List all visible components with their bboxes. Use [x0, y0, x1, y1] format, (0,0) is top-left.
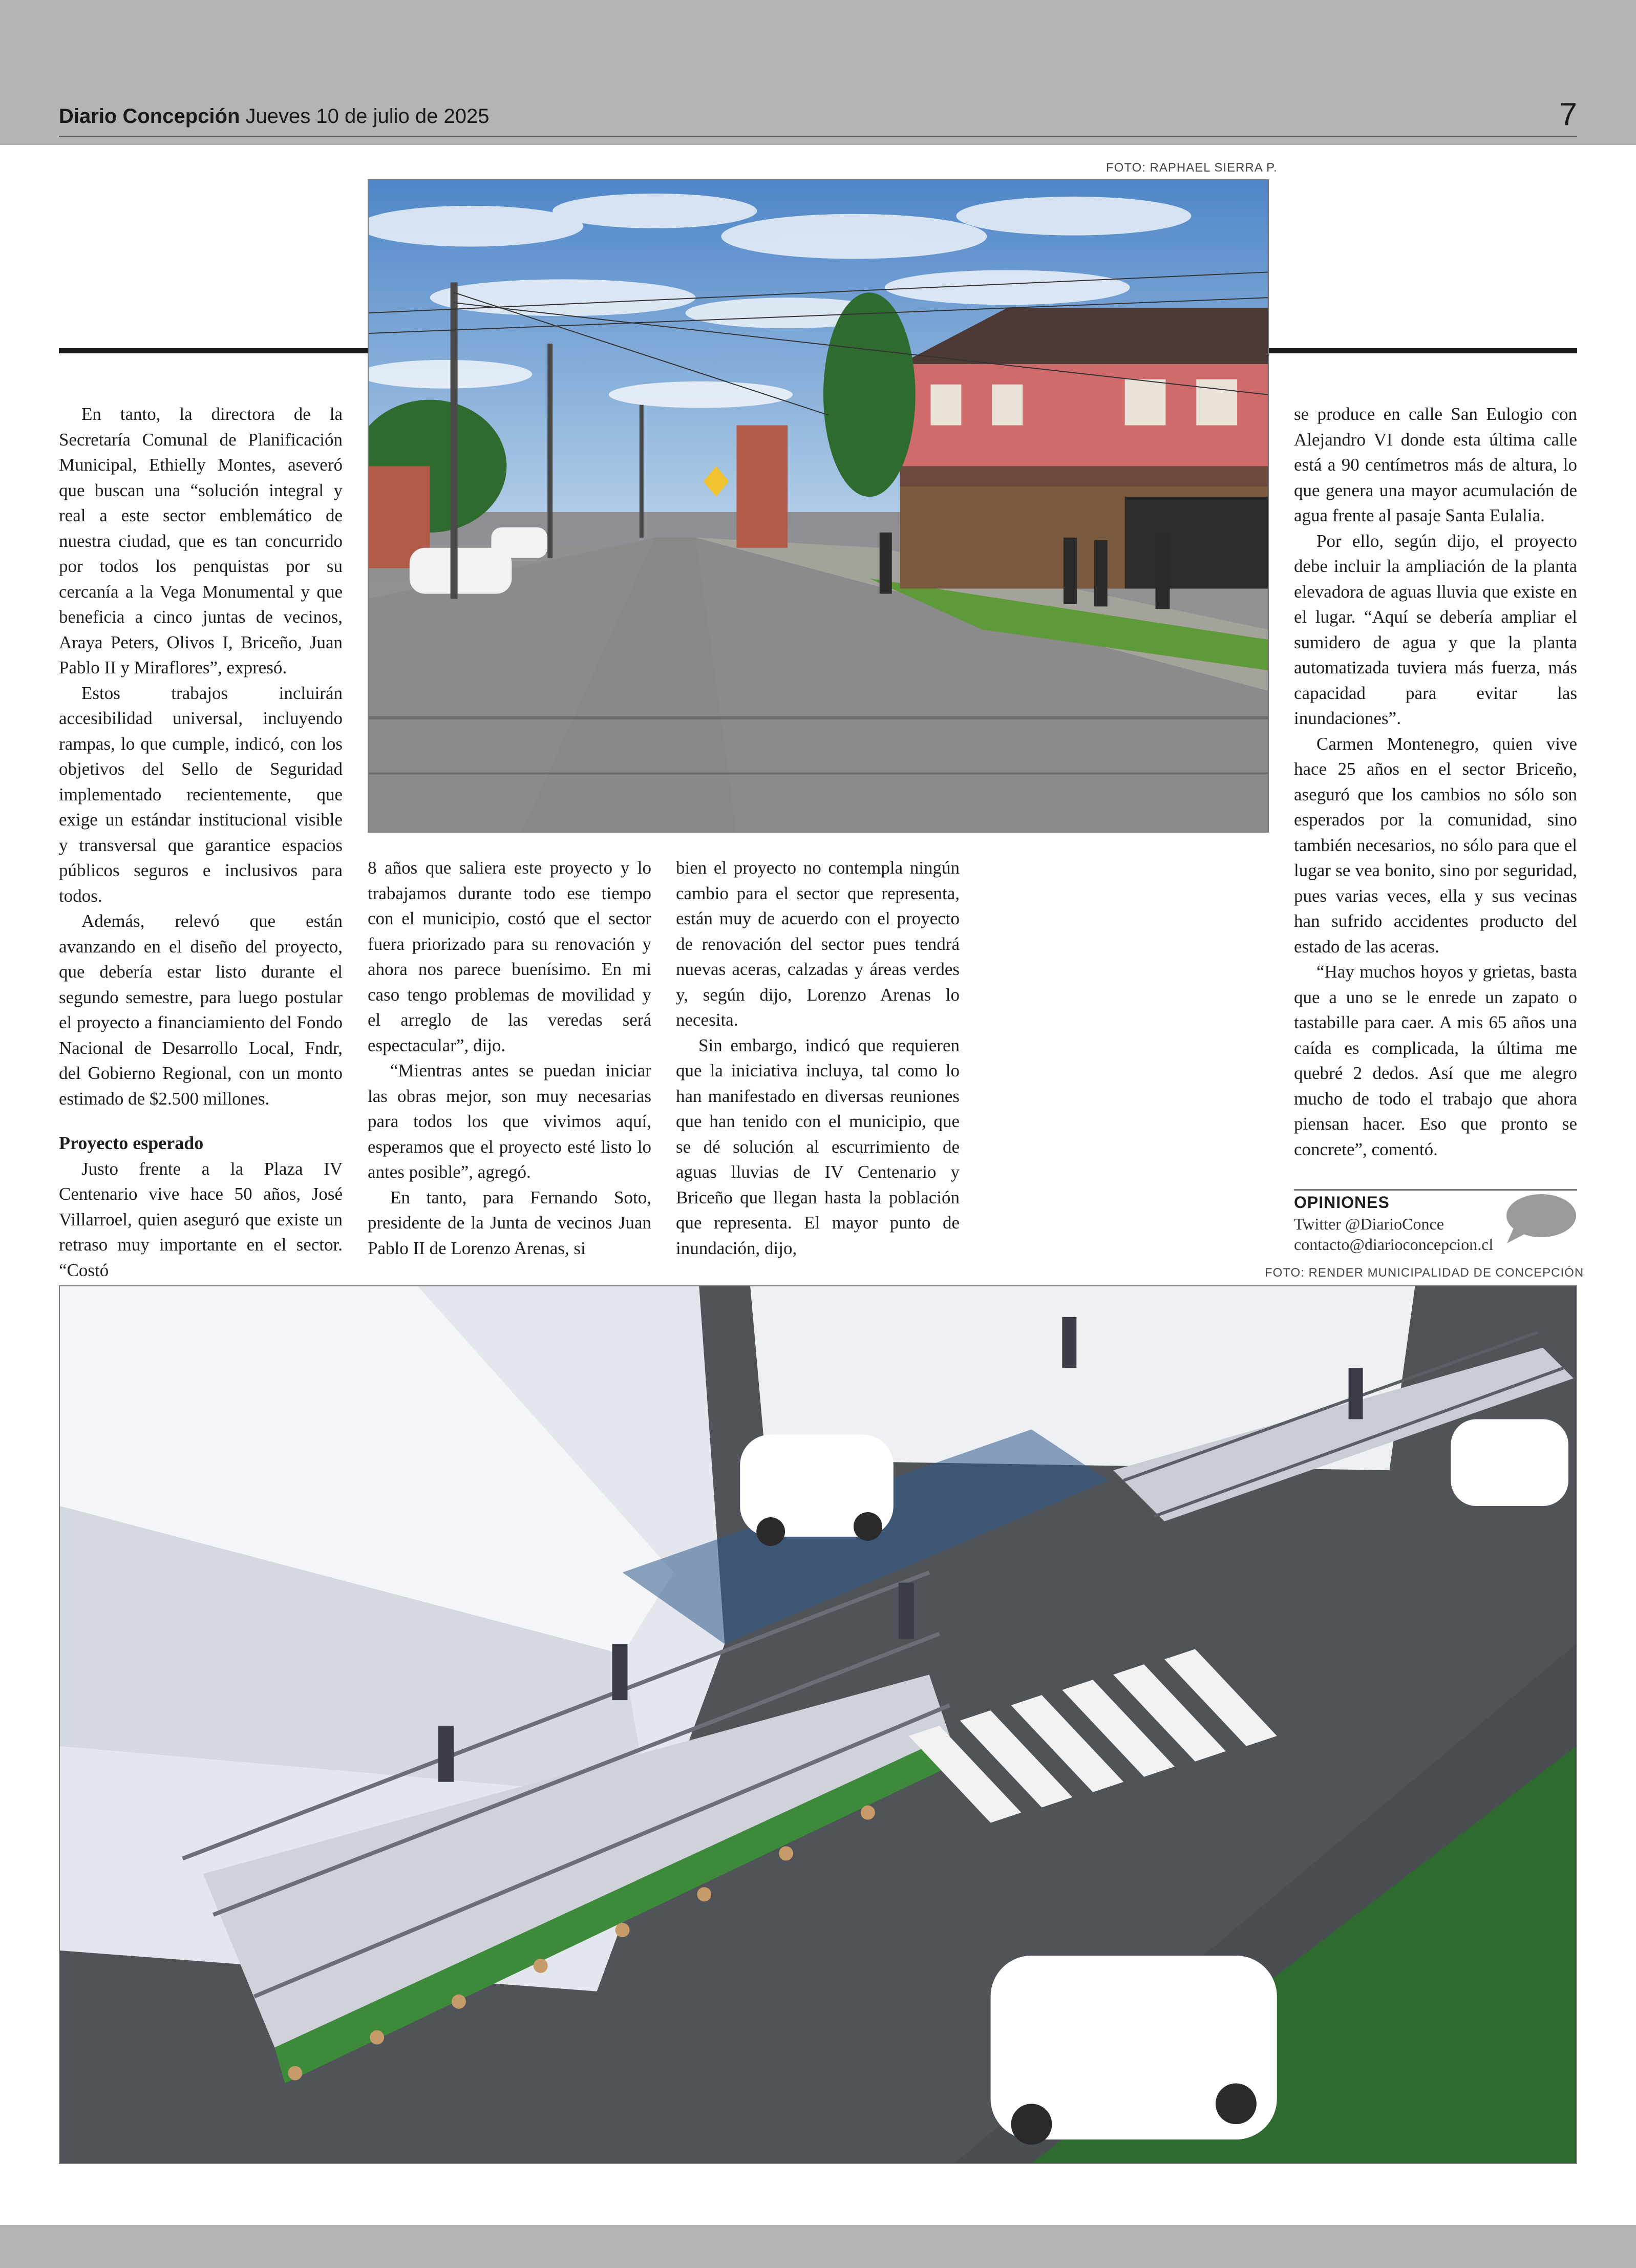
paragraph: se produce en calle San Eulogio con Alejandro VI donde esta última calle está a 90 centímetros más de altura, lo que genera una mayor acumulación de agua frente al pasaje Santa Eulalia.: [1294, 404, 1577, 525]
paragraph: “Mientras antes se puedan iniciar las obras mejor, son muy necesarias para todos los que vivimos aquí, esperamos que el proyecto esté listo lo antes posible”, agregó.: [368, 1061, 651, 1182]
paragraph: En tanto, para Fernando Soto, presidente de la Junta de vecinos Juan Pablo II de Lorenzo Arenas, si: [368, 1187, 651, 1258]
header-rule: [59, 136, 1577, 137]
paragraph: Justo frente a la Plaza IV Centenario vive hace 50 años, José Villarroel, quien aseguró que existe un retraso muy importante en el sector. “Costó: [59, 1158, 343, 1280]
photo-credit-top: FOTO: RAPHAEL SIERRA P.: [1106, 161, 1278, 175]
page-number: 7: [1559, 97, 1577, 132]
opiniones-rule: [1294, 1189, 1577, 1191]
paragraph: Además, relevó que están avanzando en el diseño del proyecto, que debería estar listo durante el segundo semestre, para luego postular el proyecto a financiamiento del Fondo Nacional de Desarrollo Local, Fndr, del Gobierno Regional, con un monto estimado de $2.500 millones.: [59, 911, 343, 1109]
opiniones-title: OPINIONES: [1294, 1193, 1390, 1212]
issue-date: Jueves 10 de julio de 2025: [245, 105, 490, 128]
street-photo-illustration: [369, 180, 1268, 832]
article-column-4: [1294, 401, 1577, 1162]
paragraph: bien el proyecto no contempla ningún cambio para el sector que representa, están muy de acuerdo con el proyecto de renovación del sector pues tendrá nuevas aceras, calzadas y áreas verdes y, según dijo, Lorenzo Arenas lo necesita.: [676, 858, 960, 1030]
article-column-2: [368, 855, 651, 1261]
opiniones-twitter: Twitter @DiarioConce: [1294, 1215, 1444, 1233]
paragraph: Carmen Montenegro, quien vive hace 25 años en el sector Briceño, aseguró que los cambios no sólo son esperados por la comunidad, sino también necesarios, no sólo para que el lugar se vea bonito, sino por seguridad, pues varias veces, ella y sus vecinas han sufrido accidentes producto del estado de las aceras.: [1294, 733, 1577, 957]
street-photo: [368, 179, 1269, 833]
paragraph: Sin embargo, indicó que requieren que la iniciativa incluya, tal como lo han manifestado en diversas reuniones que han tenido con el municipio, que se dé solución al escurrimiento de aguas lluvias de IV Centenario y Briceño que llegan hasta la población que representa. El mayor punto de inundación, dijo,: [676, 1035, 960, 1258]
paragraph: Estos trabajos incluirán accesibilidad universal, incluyendo rampas, lo que cumple, indicó, con los objetivos del Sello de Seguridad implementado recientemente, que exige un estándar institucional visible y transversal que garantice espacios públicos seguros e inclusivos para todos.: [59, 683, 343, 906]
project-render: [59, 1285, 1577, 2164]
masthead: [59, 105, 489, 128]
project-render-illustration: [60, 1286, 1576, 2163]
paragraph: 8 años que saliera este proyecto y lo trabajamos durante todo ese tiempo con el municipio, costó que el sector fuera priorizado para su renovación y ahora nos parece buenísimo. En mi caso tengo problemas de movilidad y el arreglo de las veredas será espectacular”, dijo.: [368, 858, 651, 1055]
subheading: Proyecto esperado: [59, 1133, 204, 1153]
newspaper-name: Diario Concepción: [59, 105, 240, 128]
opiniones-email: contacto@diarioconcepcion.cl: [1294, 1235, 1494, 1254]
section-rule-right: [1269, 348, 1577, 353]
speech-bubble-icon: [1503, 1193, 1577, 1244]
photo-credit-bottom: FOTO: RENDER MUNICIPALIDAD DE CONCEPCIÓN: [1265, 1266, 1584, 1280]
section-rule-left: [59, 348, 369, 353]
article-column-3: [676, 855, 960, 1261]
footer-band: [0, 2225, 1636, 2268]
article-column-1: [59, 401, 343, 1283]
paragraph: Por ello, según dijo, el proyecto debe incluir la ampliación de la planta elevadora de aguas lluvia que existe en el lugar. “Aquí se debería ampliar el sumidero de agua y que la planta automatizada tuviera más fuerza, más capacidad para evitar las inundaciones”.: [1294, 531, 1577, 728]
paragraph: En tanto, la directora de la Secretaría Comunal de Planificación Municipal, Ethielly Montes, aseveró que buscan una “solución integral y real a este sector emblemático de nuestra ciudad, que es tan concurrido por todos los penquistas por su cercanía a la Vega Monumental y que beneficia a cinco juntas de vecinos, Araya Peters, Olivos I, Briceño, Juan Pablo II y Miraflores”, expresó.: [59, 404, 343, 677]
paragraph: “Hay muchos hoyos y grietas, basta que a uno se le enrede un zapato o tastabille para caer. A mis 65 años una caída es complicada, la última me quebré 2 dedos. Así que me alegro mucho de todo el trabajo que ahora piensan hacer. Eso que pronto se concrete”, comentó.: [1294, 962, 1577, 1159]
